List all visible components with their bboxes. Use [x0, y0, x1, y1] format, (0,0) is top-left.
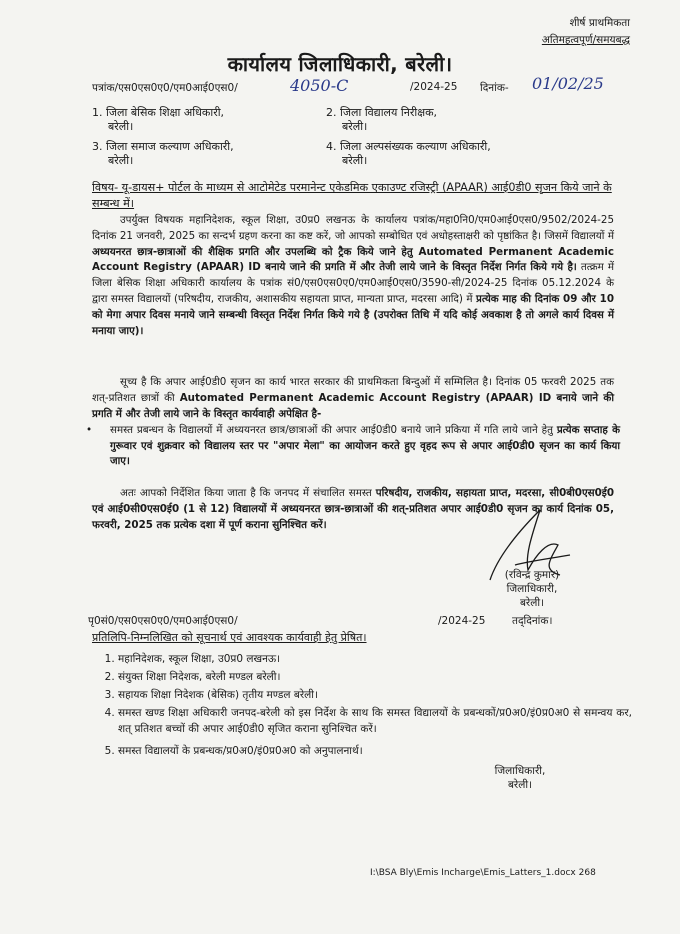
paragraph-3: अतः आपको निर्देशित किया जाता है कि जनपद में संचालित समस्त परिषदीय, राजकीय, सहायता प्राप्त, मदरसा, सी0बी0एस0ई0 एवं आई0सी0एस0ई0 (1 से 12) विद्यालयों में अध्ययनरत छात्र-छात्राओं की शत्-प्रतिशत अपार आई0डी0 सृजन का कार्य दिनांक 05, फरवरी, 2025 तक प्रत्येक दशा में पूर्ण कराना सुनिश्चित करें। — [92, 487, 614, 531]
signatory-designation: जिलाधिकारी, — [506, 583, 558, 595]
copy-ref-prefix: पृ0सं0/एस0एस0ए0/एम0आई0एस0/ — [88, 615, 238, 627]
copy-reference-line — [88, 614, 648, 630]
patrank-label: पत्रांक/एस0एस0ए0/एम0आई0एस0/ — [92, 82, 238, 94]
office-title: कार्यालय जिलाधिकारी, बरेली। — [227, 52, 453, 76]
bullet-dot: • — [86, 424, 93, 436]
copy-item: 1. महानिदेशक, स्कूल शिक्षा, उ0प्र0 लखनऊ। — [118, 651, 632, 667]
copy-ref-year: /2024-25 — [438, 615, 486, 627]
copy-item: 3. सहायक शिक्षा निदेशक (बेसिक) तृतीय मण्डल बरेली। — [118, 687, 632, 703]
reference-line — [92, 74, 652, 98]
addressee-1: 1. जिला बेसिक शिक्षा अधिकारी, बरेली। — [92, 106, 225, 133]
copy-signature-block — [470, 764, 570, 792]
addressee-4: 4. जिला अल्पसंख्यक कल्याण अधिकारी, बरेली। — [326, 140, 491, 167]
urgency-label: अतिमहत्वपूर्ण/समयबद्ध — [541, 34, 630, 46]
reference-year: /2024-25 — [410, 81, 458, 93]
addressee-3: 3. जिला समाज कल्याण अधिकारी, बरेली। — [92, 140, 234, 167]
addressee-2: 2. जिला विद्यालय निरीक्षक, बरेली। — [326, 106, 438, 133]
bullet-item: • समस्त प्रबन्धन के विद्यालयों में अध्ययनरत छात्र/छात्राओं की अपार आई0डी0 बनाये जाने प्रकिया में गति लाये जाने हेतु प्रत्येक सप्ताह के गुरूवार एवं शुक्रवार को विद्यालय स्तर पर "अपार मेला" का आयोजन करते हुए वृहद रूप से अपार आई0डी0 सृजन का कार्य किया जाए। — [86, 424, 620, 468]
copy-sig-designation: जिलाधिकारी, — [494, 765, 546, 777]
priority-label: शीर्ष प्राथमिकता — [569, 17, 630, 29]
copy-item: 5. समस्त विद्यालयों के प्रबन्धक/प्र0अ0/इं0प्र0अ0 को अनुपालनार्थ। — [118, 743, 632, 759]
date-label: दिनांक- — [480, 82, 509, 94]
copy-heading: प्रतिलिपि-निम्नलिखित को सूचनार्थ एवं आवश्यक कार्यवाही हेतु प्रेषित। — [92, 631, 367, 644]
signatory-name: (रविन्द्र कुमार) — [504, 569, 560, 581]
copy-list — [92, 651, 632, 761]
handwritten-date: 01/02/25 — [532, 74, 604, 93]
copy-sig-place: बरेली। — [507, 779, 533, 791]
signatory-place: बरेली। — [519, 597, 545, 609]
copy-item: 2. संयुक्त शिक्षा निदेशक, बरेली मण्डल बरेली। — [118, 669, 632, 685]
paragraph-2: सूच्य है कि अपार आई0डी0 सृजन का कार्य भारत सरकार की प्राथमिकता बिन्दुओं में सम्मिलित है। दिनांक 05 फरवरी 2025 तक शत्-प्रतिशत छात्रों की Automated Permanent Academic Account Registry (APAAR) ID बनाये जाने की प्रगति में और तेजी लाये जाने के विस्तृत कार्यवाही अपेक्षित है- — [92, 376, 614, 420]
paragraph-1: उपर्युक्त विषयक महानिदेशक, स्कूल शिक्षा, उ0प्र0 लखनऊ के कार्यालय पत्रांक/महा0नि0/एम0आई0एस0/9502/2024-25 दिनांक 21 जनवरी, 2025 का सन्दर्भ ग्रहण करना का कष्ट करें, जो आपको सम्बोधित एवं अधोहस्ताक्षरी को पृष्ठांकित है। जिसमें विद्यालयों में अध्ययनरत छात्र-छात्राओं की शैक्षिक प्रगति और उपलब्धि को ट्रैक किये जाने हेतु Automated Permanent Academic Account Registry (APAAR) ID बनाये जाने की प्रगति में और तेजी लाये जाने के विस्तृत निर्देश निर्गत किये गये है। तत्क्रम में जिला बेसिक शिक्षा अधिकारी कार्यालय के पत्रांक सं0/एस0एस0ए0/एम0आई0एस0/3590-सी/2024-25 दिनांक 05.12.2024 के द्वारा समस्त विद्यालयों (परिषदीय, राजकीय, अशासकीय सहायता प्राप्त, मान्यता प्राप्त, मदरसा आदि) में प्रत्येक माह की दिनांक 09 और 10 को मेगा अपार दिवस मनाये जाने सम्बन्धी विस्तृत निर्देश निर्गत किये गये है (उपरोक्त तिथि में यदि कोई अवकाश है तो अगले कार्य दिवस में मनाया जाए)। — [92, 214, 615, 337]
subject-line: विषय- यू-डायस+ पोर्टल के माध्यम से आटोमेटेड परमानेन्ट एकेडमिक एकाउण्ट रजिस्ट्री (APAAR) आई0डी0 सृजन किये जाने के सम्बन्ध में। — [92, 181, 612, 210]
handwritten-number: 4050-C — [290, 76, 349, 95]
copy-item: 4. समस्त खण्ड शिक्षा अधिकारी जनपद-बरेली को इस निर्देश के साथ कि समस्त विद्यालयों के प्रबन्धकों/प्र0अ0/इं0प्र0अ0 से समन्वय कर, शत् प्रतिशत बच्चों की अपार आई0डी0 सृजित कराना सुनिश्चित करें। — [118, 705, 632, 737]
copy-ref-date: तद्‌दिनांक। — [512, 615, 553, 627]
signature-block — [477, 568, 587, 610]
file-path-footer: I:\BSA Bly\Emis Incharge\Emis_Latters_1.docx 268 — [370, 868, 596, 878]
